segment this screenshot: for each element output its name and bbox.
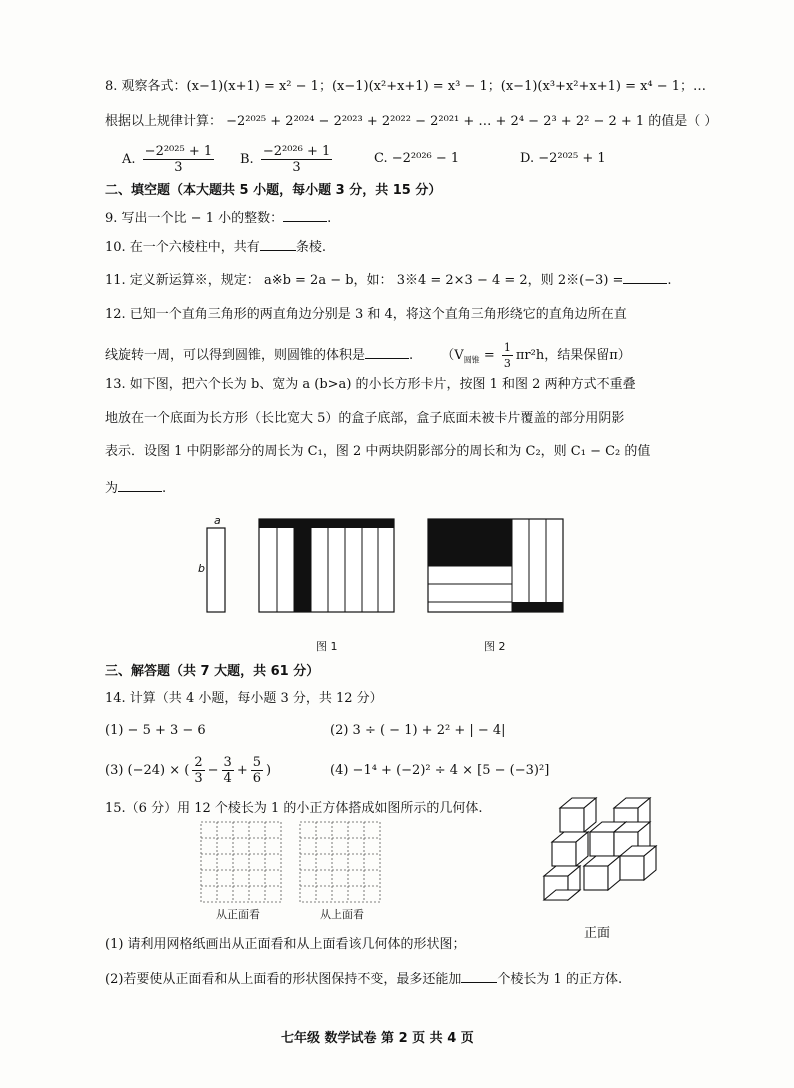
top-view-grid <box>300 822 380 902</box>
q12-line1: 12. 已知一个直角三角形的两直角边分别是 3 和 4，将这个直角三角形绕它的直角边所在直 <box>105 307 627 322</box>
front-view-grid <box>201 822 281 902</box>
top-view-caption: 从上面看 <box>320 908 364 921</box>
q15-answer-blank[interactable] <box>461 970 497 983</box>
cube-solid <box>544 798 656 900</box>
q15-title: 15.（6 分）用 12 个棱长为 1 的小正方体搭成如图所示的几何体. <box>105 801 483 816</box>
q14-part-1: (1) − 5 + 3 − 6 <box>105 723 206 738</box>
q14-title: 14. 计算（共 4 小题，每小题 3 分，共 12 分） <box>105 691 383 706</box>
q13-line2: 地放在一个底面为长方形（长比宽大 5）的盒子底部，盒子底面未被卡片覆盖的部分用阴影 <box>105 411 625 426</box>
q13-line4: 为 . <box>105 481 167 496</box>
q10: 10. 在一个六棱柱中，共有 条棱. <box>105 240 326 255</box>
q8-line1: 8. 观察各式：(x−1)(x+1) = x² − 1；(x−1)(x²+x+1) = x³ − 1；(x−1)(x³+x²+x+1) = x⁴ − 1；… <box>105 79 707 94</box>
q13-line3: 表示．设图 1 中阴影部分的周长为 C₁，图 2 中两块阴影部分的周长和为 C₂，则 C₁ − C₂ 的值 <box>105 444 651 459</box>
card-width-label: a <box>214 514 221 527</box>
q8-option-a-fraction: $\frac{\text{−2²⁰²⁵ + 1}}{3}$ <box>144 144 213 175</box>
q8-line2: 根据以上规律计算： −2²⁰²⁵ + 2²⁰²⁴ − 2²⁰²³ + 2²⁰²² − 2²⁰²¹ + … + 2⁴ − 2³ + 2² − 2 + 1 的值是（ ） <box>105 114 718 129</box>
section-2-title: 二、填空题（本大题共 5 小题，每小题 3 分，共 15 分） <box>105 183 442 198</box>
solid-front-caption: 正面 <box>584 926 611 941</box>
q8-option-a: A. $\frac{\text{−2²⁰²⁵ + 1}}{3}$ <box>122 144 213 175</box>
q13-line1: 13. 如下图，把六个长为 b、宽为 a (b>a) 的小长方形卡片，按图 1 和图 2 两种方式不重叠 <box>105 377 636 392</box>
q8-option-d: D. −2²⁰²⁵ + 1 <box>520 151 606 166</box>
section-3-title: 三、解答题（共 7 大题，共 61 分） <box>105 664 320 679</box>
front-view-caption: 从正面看 <box>216 908 260 921</box>
figure-1-caption: 图 1 <box>316 640 338 653</box>
q15-sub-2: (2)若要使从正面看和从上面看的形状图保持不变，最多还能加 个棱长为 1 的正方体. <box>105 972 623 987</box>
q12-formula: （$V_{圆锥}$ = $\frac{1}{3}$ πr²h，结果保留π） <box>441 341 631 370</box>
q8-option-c: C. −2²⁰²⁶ − 1 <box>374 151 460 166</box>
q14-part-3: (3) (−24) × ( $\frac{2}{3}$ − $\frac{3}{4}$ + $\frac{5}{6}$ ) <box>105 755 272 786</box>
q14-part-2: (2) 3 ÷ ( − 1) + 2² + | − 4| <box>330 723 506 738</box>
q8-option-b: B. $\frac{\text{−2²⁰²⁶ + 1}}{3}$ <box>240 144 331 175</box>
figure-2-caption: 图 2 <box>484 640 506 653</box>
card-length-label: b <box>198 562 205 575</box>
q14-part-4: (4) −1⁴ + (−2)² ÷ 4 × [5 − (−3)²] <box>330 763 550 778</box>
q9: 9. 写出一个比 − 1 小的整数： . <box>105 211 332 226</box>
q8-option-b-fraction: $\frac{\text{−2²⁰²⁶ + 1}}{3}$ <box>262 144 331 175</box>
q12-line2: 线旋转一周，可以得到圆锥，则圆锥的体积是 . （$V_{圆锥}$ = $\frac{1}{3}$ πr²h，结果保留π） <box>105 341 631 370</box>
q15-sub-1: (1) 请利用网格纸画出从正面看和从上面看该几何体的形状图； <box>105 937 466 952</box>
page-footer: 七年级 数学试卷 第 2 页 共 4 页 <box>281 1031 474 1046</box>
q11: 11. 定义新运算※，规定： a※b = 2a − b，如： 3※4 = 2×3 − 4 = 2，则 2※(−3) = . <box>105 273 672 288</box>
